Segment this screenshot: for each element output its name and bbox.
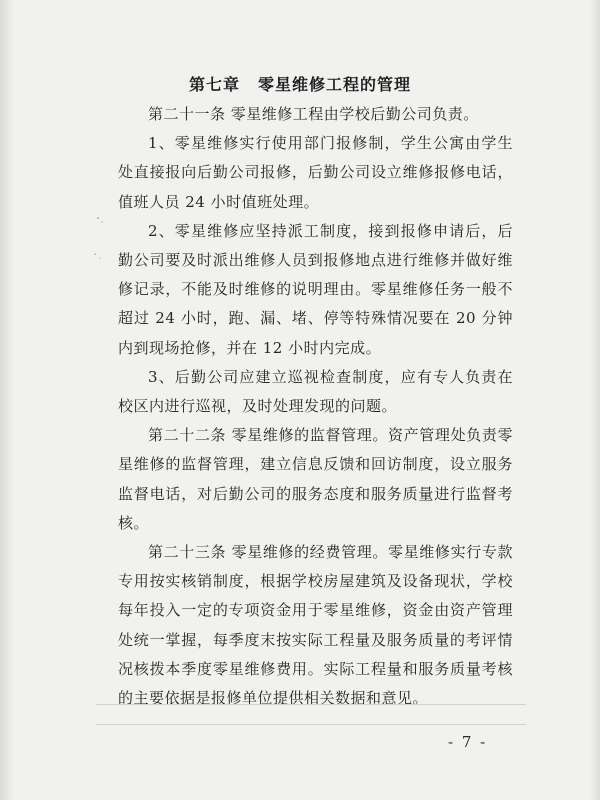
article-21-item-3-paragraph: 3、后勤公司应建立巡视检查制度，应有专人负责在校区内进行巡视，及时处理发现的问题。 — [118, 367, 513, 416]
footer-bleed-through-rule — [96, 704, 526, 705]
article-23-paragraph: 第二十三条 零星维修的经费管理。零星维修实行专款专用按实核销制度，根据学校房屋建筑及设备现状，学校每年投入一定的专项资金用于零星维修，资金由资产管理处统一掌握，每季度末按实际工程量及服务质量的考评情况核拨本季度零星维修费用。实际工程量和服务质量考核的主要依据是报修单位提供相关数据和意见。 — [118, 543, 513, 708]
chapter-heading — [0, 72, 600, 95]
page-number: - 7 - — [448, 733, 488, 751]
chapter-number: 第七章 — [188, 75, 240, 94]
article-21-item-2-paragraph: 2、零星维修应坚持派工制度，接到报修申请后，后勤公司要及时派出维修人员到报修地点进行维修并做好维修记录，不能及时维修的说明理由。零星维修任务一般不超过 24 小时，跑、漏、堵、停等特殊情况要在 20 分钟内到现场抢修，并在 12 小时内完成。 — [118, 221, 513, 357]
article-21-paragraph: 第二十一条 零星维修工程由学校后勤公司负责。 — [148, 105, 479, 123]
chapter-title: 零星维修工程的管理 — [258, 75, 412, 94]
footer-bleed-through-rule-lower — [96, 724, 526, 725]
article-22-paragraph: 第二十二条 零星维修的监督管理。资产管理处负责零星维修的监督管理，建立信息反馈和回访制度，设立服务监督电话，对后勤公司的服务态度和服务质量进行监督考核。 — [118, 426, 513, 532]
document-body — [118, 100, 513, 713]
article-21-item-1-paragraph: 1、零星维修实行使用部门报修制，学生公寓由学生处直接报向后勤公司报修，后勤公司设立维修报修电话，值班人员 24 小时值班处理。 — [118, 134, 513, 211]
